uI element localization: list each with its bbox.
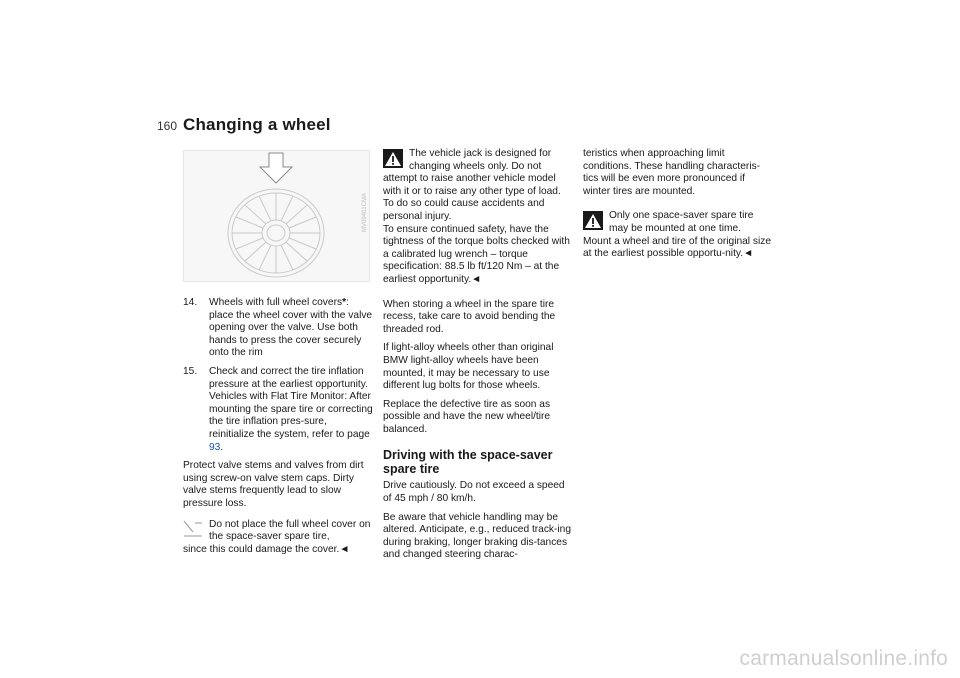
step-text-detail: place the wheel cover with the valve opening over the valve. Use both hands to press the cover securely onto the rim <box>209 309 373 359</box>
end-mark: ◄ <box>471 273 482 285</box>
warning-text-rest: attempt to raise another vehicle model with it or to raise any other type of load. To do so could cause accidents and personal injury. <box>383 173 561 222</box>
end-mark: ◄ <box>339 543 350 555</box>
paragraph-replace: Replace the defective tire as soon as possible and have the new wheel/tire balanced. <box>383 398 551 435</box>
warning-text-rest: Mount a wheel and tire of the original size at the earliest possible opportu-nity. <box>583 235 772 260</box>
paragraph-continued: teristics when approaching limit conditions. These handling characteris-tics will be even more pronounced if winter tires are mounted. <box>583 148 761 197</box>
paragraph-valves: Protect valve stems and valves from dirt using screw-on valve stem caps. Dirty valve stems frequently lead to slow pressure loss. <box>183 460 364 509</box>
wheel-cover-illustration <box>184 151 369 281</box>
section-heading: Driving with the space-saver spare tire <box>383 448 553 477</box>
warning-spare-tire <box>583 210 773 260</box>
warning-text-first: Only one space-saver spare tire may be mounted at one time. <box>609 210 754 234</box>
step-text: Check and correct the tire inflation pressure at the earliest opportunity. Vehicles with Flat Tire Monitor: After mounting the spare tire or correcting the tire inflation pres-sure, reinitialize the system, refer to page <box>209 365 373 440</box>
step-number: 14. <box>183 297 198 308</box>
note-text-rest: since this could damage the cover. <box>183 543 340 555</box>
warning-icon <box>583 211 603 230</box>
end-mark: ◄ <box>743 248 754 260</box>
paragraph-drive: Drive cautiously. Do not exceed a speed of 45 mph / 80 km/h. <box>383 480 565 505</box>
step-text: Wheels with full wheel covers <box>209 297 343 308</box>
step-number: 15. <box>183 365 198 377</box>
warning-text-first: The vehicle jack is designed for changing wheels only. Do not <box>409 148 552 172</box>
step-text-colon: : <box>346 297 349 308</box>
step-text-end: . <box>220 441 224 453</box>
figure-code: MV09401CMA <box>362 192 368 232</box>
column-right <box>583 148 773 261</box>
step-15 <box>183 366 373 454</box>
environment-note-icon <box>183 520 203 538</box>
page-reference-link[interactable]: 93 <box>209 441 221 453</box>
paragraph-aware: Be aware that vehicle handling may be altered. Anticipate, e.g., reduced track-ing during braking, longer braking dis-tances and changed steering charac- <box>383 511 572 561</box>
note-text-first: Do not place the full wheel cover on the space-saver spare tire, <box>209 518 371 543</box>
note-wheel-cover <box>183 519 373 557</box>
warning-text-rest2: To ensure continued safety, have the tightness of the torque bolts checked with a calibrated lug wrench – torque specification: 88.5 lb ft/120 Nm – at the earliest opportunity. <box>383 223 570 285</box>
column-left <box>183 297 373 556</box>
step-14 <box>183 297 373 360</box>
arrow-down-icon <box>260 153 292 183</box>
column-middle <box>383 148 573 568</box>
footer-watermark: carmanualsonline.info <box>739 647 948 670</box>
page-number: 160 <box>157 119 178 133</box>
paragraph-storing: When storing a wheel in the spare tire recess, take care to avoid bending the threaded rod. <box>383 298 556 335</box>
paragraph-alloy: If light-alloy wheels other than original BMW light-alloy wheels have been mounted, it may be necessary to use different lug bolts for those wheels. <box>383 342 554 392</box>
page-title: Changing a wheel <box>183 115 331 134</box>
wheel-cover-figure <box>183 150 370 282</box>
warning-icon <box>383 149 403 168</box>
option-asterisk: * <box>342 297 347 308</box>
warning-jack <box>383 148 573 287</box>
